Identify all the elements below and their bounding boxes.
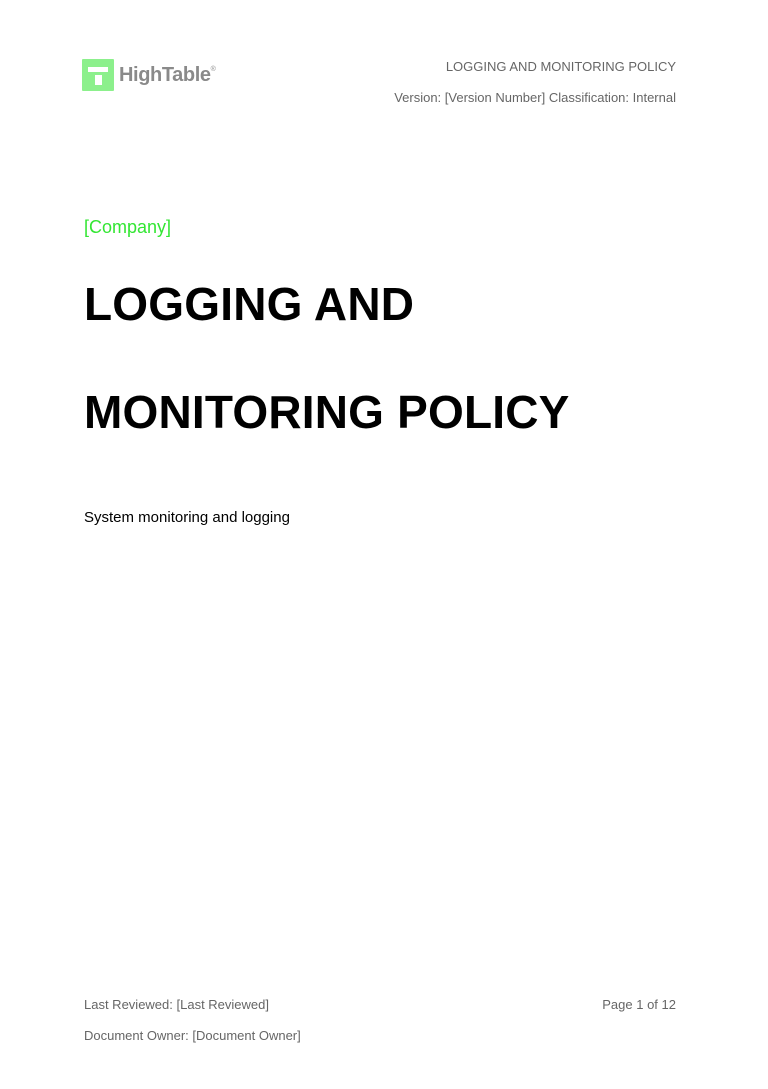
- header-document-title: LOGGING AND MONITORING POLICY: [445, 59, 676, 74]
- footer-page-number: Page 1 of 12: [602, 997, 676, 1012]
- footer-document-owner: Document Owner: [Document Owner]: [84, 1028, 301, 1043]
- brand-name: HighTable®: [119, 63, 216, 86]
- brand-logo: [82, 59, 215, 91]
- footer-last-reviewed: Last Reviewed: [Last Reviewed]: [84, 997, 269, 1012]
- document-title-line-2: MONITORING POLICY: [84, 386, 570, 438]
- header-version-classification: Version: [Version Number] Classification: Internal: [394, 90, 676, 105]
- company-placeholder: [Company]: [84, 217, 172, 237]
- document-title-line-1: LOGGING AND: [84, 278, 415, 330]
- registered-mark: ®: [210, 65, 216, 73]
- hightable-logo-icon: [82, 59, 114, 91]
- document-subtitle: System monitoring and logging: [84, 509, 290, 526]
